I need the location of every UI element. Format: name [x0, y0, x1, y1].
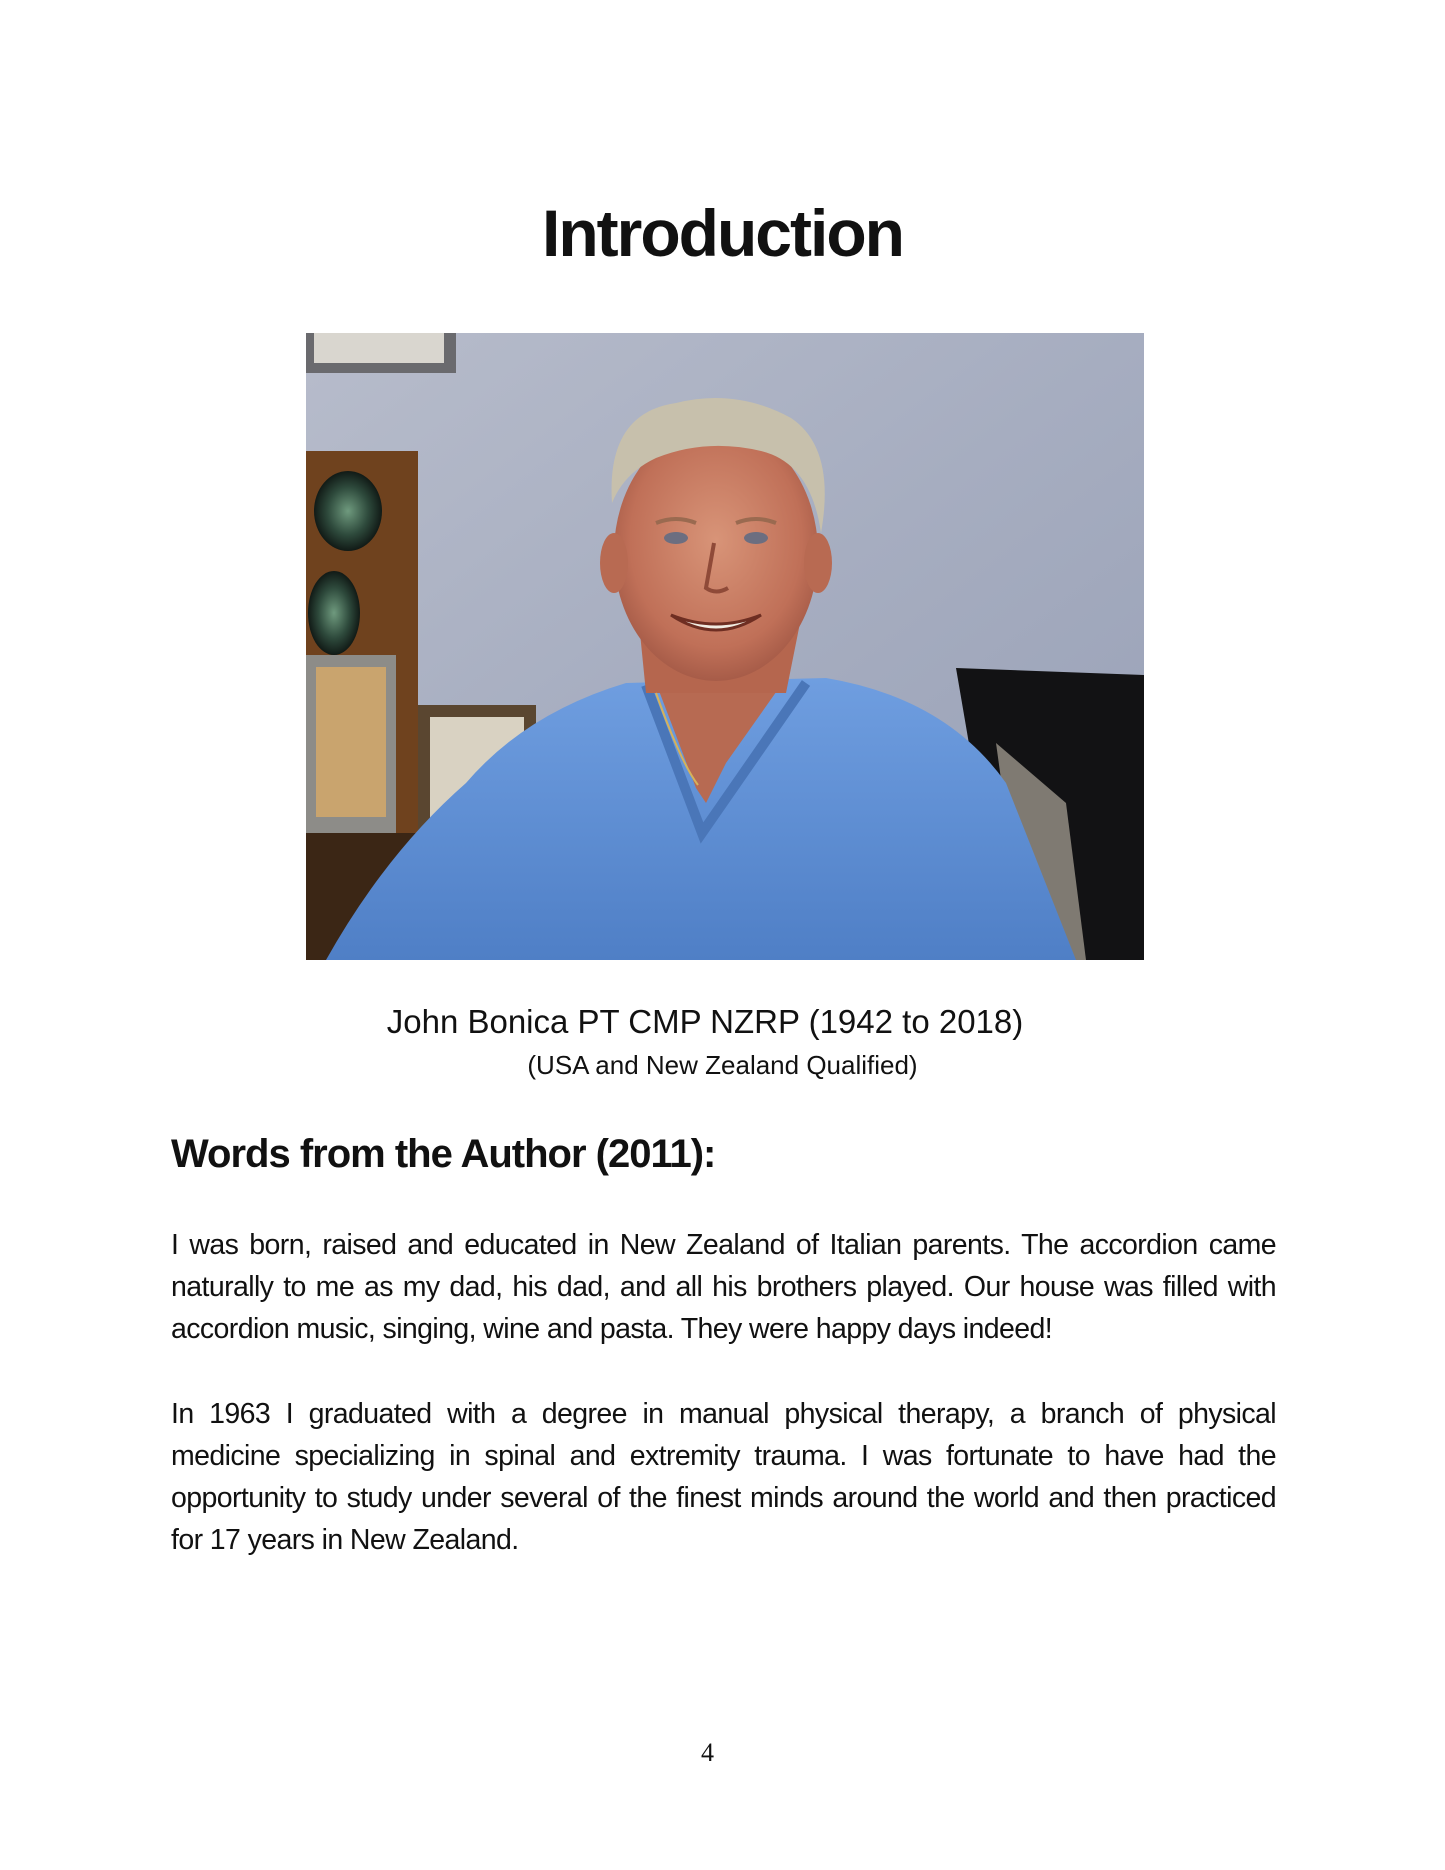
body-paragraph-2: In 1963 I graduated with a degree in manual physical therapy, a branch of physical medicine specializing in spinal and extremity trauma. I was fortunate to have had the opportunity to study under several of the finest minds around the world and then practiced for 17 years in New Zealand.: [171, 1398, 1276, 1556]
photo-caption-subtitle: (USA and New Zealand Qualified): [527, 1050, 918, 1080]
author-portrait-image: [306, 333, 1144, 960]
page-number: 4: [701, 1738, 714, 1767]
author-photo: [306, 333, 1144, 960]
body-paragraph-1: I was born, raised and educated in New Zealand of Italian parents. The accordion came naturally to me as my dad, his dad, and all his brothers played. Our house was filled with accordion music, singing, wine and pasta. They were happy days indeed!: [171, 1229, 1276, 1345]
section-heading: Words from the Author (2011):: [171, 1132, 716, 1176]
photo-caption-name: John Bonica PT CMP NZRP (1942 to 2018): [386, 1003, 1024, 1040]
page-title: Introduction: [542, 196, 903, 270]
